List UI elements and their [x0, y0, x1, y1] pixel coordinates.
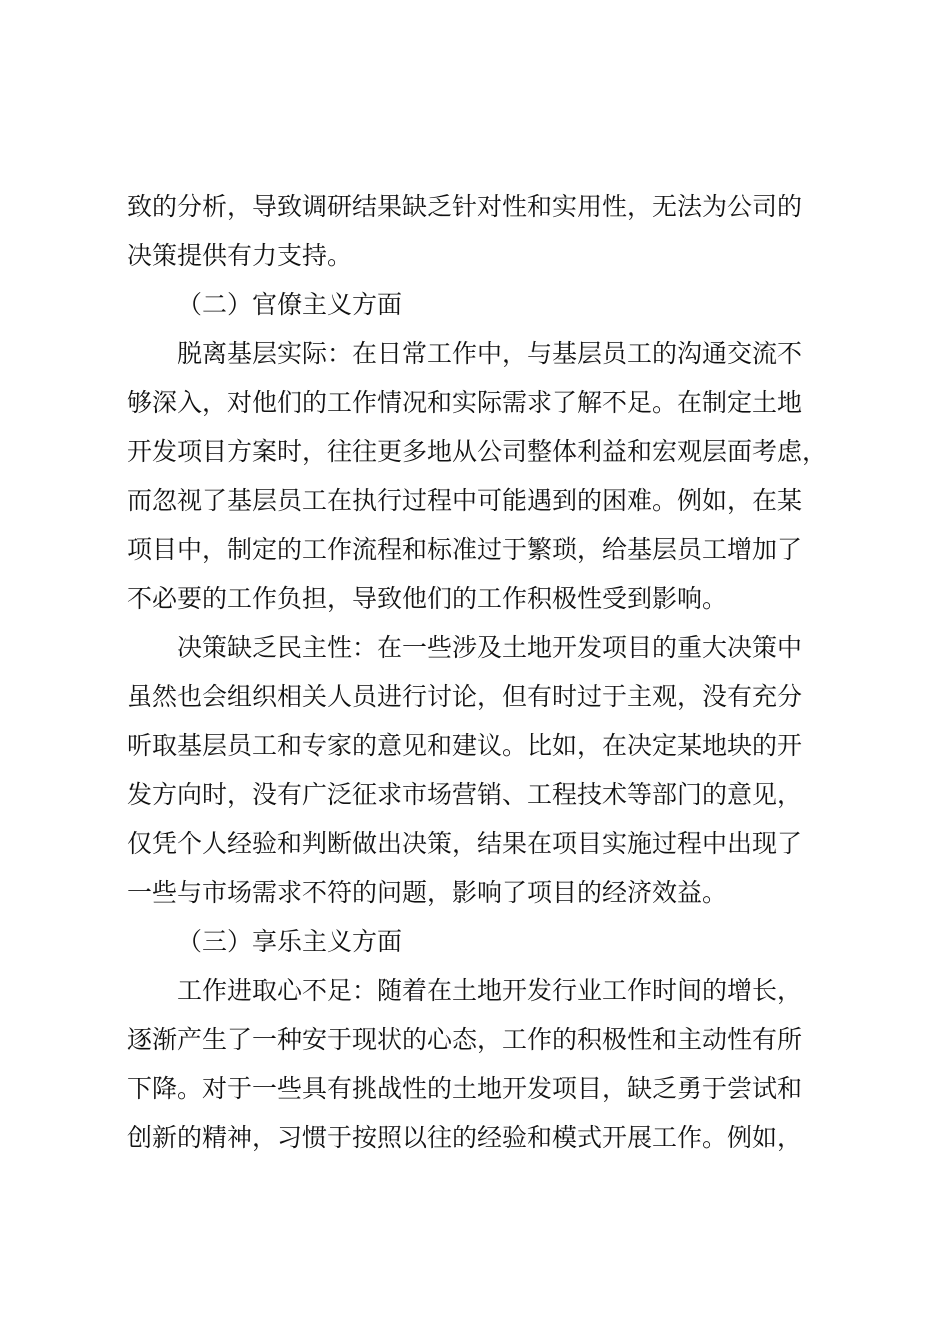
text-line: 虽然也会组织相关人员进行讨论，但有时过于主观，没有充分 — [127, 682, 803, 711]
section-heading: （二）官僚主义方面 — [177, 290, 403, 319]
text-line: 够深入，对他们的工作情况和实际需求了解不足。在制定土地 — [127, 388, 803, 417]
text-line: 下降。对于一些具有挑战性的土地开发项目，缺乏勇于尝试和 — [127, 1074, 803, 1103]
section-heading: （三）享乐主义方面 — [177, 927, 403, 956]
paragraph-first-line: 决策缺乏民主性：在一些涉及土地开发项目的重大决策中 — [177, 633, 803, 662]
paragraph-first-line: 工作进取心不足：随着在土地开发行业工作时间的增长， — [177, 976, 803, 1005]
text-line: 仅凭个人经验和判断做出决策，结果在项目实施过程中出现了 — [127, 829, 803, 858]
text-line: 开发项目方案时，往往更多地从公司整体利益和宏观层面考虑， — [127, 437, 828, 466]
text-line: 项目中，制定的工作流程和标准过于繁琐，给基层员工增加了 — [127, 535, 803, 564]
text-line: 而忽视了基层员工在执行过程中可能遇到的困难。例如，在某 — [127, 486, 803, 515]
text-line: 逐渐产生了一种安于现状的心态，工作的积极性和主动性有所 — [127, 1025, 803, 1054]
text-line: 决策提供有力支持。 — [127, 241, 353, 270]
document-body — [127, 182, 833, 1162]
paragraph-first-line: 脱离基层实际：在日常工作中，与基层员工的沟通交流不 — [177, 339, 803, 368]
text-line: 听取基层员工和专家的意见和建议。比如，在决定某地块的开 — [127, 731, 803, 760]
text-line: 创新的精神，习惯于按照以往的经验和模式开展工作。例如， — [127, 1123, 803, 1152]
text-line: 致的分析，导致调研结果缺乏针对性和实用性，无法为公司的 — [127, 192, 803, 221]
text-line: 发方向时，没有广泛征求市场营销、工程技术等部门的意见， — [127, 780, 803, 809]
text-line: 不必要的工作负担，导致他们的工作积极性受到影响。 — [127, 584, 728, 613]
text-line: 一些与市场需求不符的问题，影响了项目的经济效益。 — [127, 878, 728, 907]
